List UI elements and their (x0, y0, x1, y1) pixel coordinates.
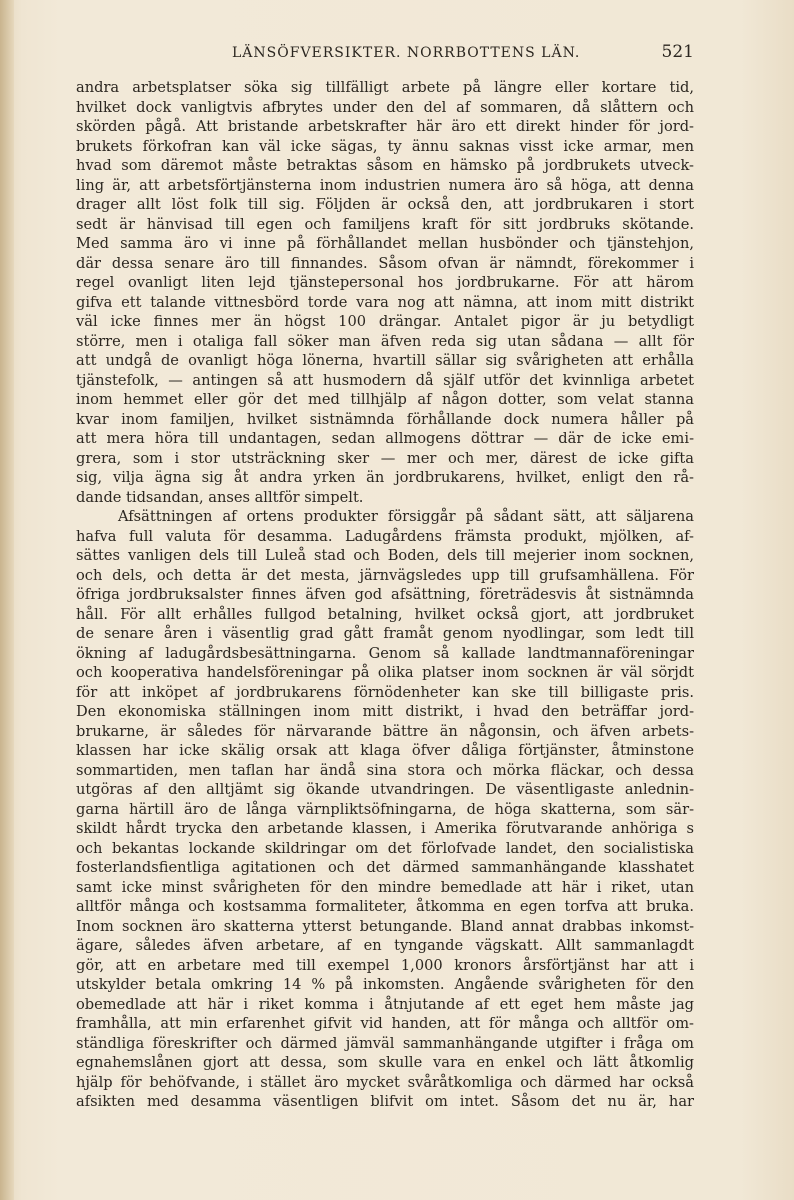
text-line: att mera höra till undantagen, sedan allmogens döttrar — där de icke emi- (76, 430, 694, 447)
page-header (76, 42, 694, 68)
text-line: hjälp för behöfvande, i stället äro mycket svåråtkomliga och därmed har också (76, 1073, 694, 1091)
text-line: tjänstefolk, — antingen så att husmodern då själf utför det kvinnliga arbetet (76, 371, 694, 389)
text-line: inom hemmet eller gör det med tillhjälp af någon dotter, som velat stanna (76, 391, 694, 408)
text-line: utskylder betala omkring 14 % på inkomsten. Angående svårigheten för den (76, 976, 694, 993)
text-line: där dessa senare äro till finnandes. Såsom ofvan är nämndt, förekommer i (76, 254, 694, 272)
text-line: ägare, således äfven arbetare, af en tyngande vägskatt. Allt sammanlagdt (76, 937, 694, 954)
text-line: Den ekonomiska ställningen inom mitt distrikt, i hvad den beträffar jord- (76, 703, 694, 720)
text-line: brukarne, är således för närvarande bättre än någonsin, och äfven arbets- (76, 722, 694, 740)
text-line: de senare åren i väsentlig grad gått framåt genom nyodlingar, som ledt till (76, 625, 694, 642)
text-line: sättes vanligen dels till Luleå stad och Boden, dels till mejerier inom socknen, (76, 547, 694, 564)
text-line: väl icke finnes mer än högst 100 drängar. Antalet pigor är ju betydligt (76, 313, 694, 330)
text-line: större, men i otaliga fall söker man äfven reda sig utan sådana — allt för (76, 332, 694, 350)
text-line: dande tidsandan, anses alltför simpelt. (76, 488, 364, 506)
text-line: ständliga föreskrifter och därmed jämväl sammanhängande utgifter i fråga om (76, 1034, 694, 1052)
text-line: fosterlandsfientliga agitationen och det därmed sammanhängande klasshatet (76, 859, 694, 876)
text-line: drager allt löst folk till sig. Följden är också den, att jordbrukaren i stort (76, 196, 694, 213)
text-line: framhålla, att min erfarenhet gifvit vid handen, att för många och alltför om- (76, 1015, 694, 1032)
text-line: sommartiden, men taflan har ändå sina stora och mörka fläckar, och dessa (76, 761, 694, 779)
text-line: Inom socknen äro skatterna ytterst betungande. Bland annat drabbas inkomst- (76, 917, 694, 935)
text-line: gifva ett talande vittnesbörd torde vara nog att nämna, att inom mitt distrikt (76, 293, 694, 311)
text-line: grera, som i stor utsträckning sker — mer och mer, därest de icke gifta (76, 449, 694, 467)
text-line: hvilket dock vanligtvis afbrytes under den del af sommaren, då slåttern och (76, 98, 694, 116)
text-line: alltför många och kostsamma formaliteter, åtkomma en egen torfva att bruka. (76, 898, 694, 915)
text-line: afsikten med desamma väsentligen blifvit om intet. Såsom det nu är, har (76, 1093, 694, 1110)
text-line: samt icke minst svårigheten för den mindre bemedlade att här i riket, utan (76, 878, 694, 896)
text-line: för att inköpet af jordbrukarens förnödenheter kan ske till billigaste pris. (76, 683, 694, 701)
text-line: sig, vilja ägna sig åt andra yrken än jordbrukarens, hvilket, enligt den rå- (76, 469, 694, 486)
text-line: att undgå de ovanligt höga lönerna, hvartill sällar sig svårigheten att erhålla (76, 352, 694, 369)
text-line: gör, att en arbetare med till exempel 1,000 kronors årsförtjänst har att i (76, 956, 694, 974)
text-line: utgöras af den alltjämt sig ökande utvandringen. De väsentligaste anlednin- (76, 781, 694, 798)
text-line: regel ovanligt liten lejd tjänstepersonal hos jordbrukarne. För att härom (76, 274, 694, 291)
text-line: garna härtill äro de långa värnpliktsöfningarna, de höga skatterna, som sär- (76, 800, 694, 818)
text-line: andra arbetsplatser söka sig tillfälligt arbete på längre eller kortare tid, (76, 79, 694, 96)
text-line: kvar inom familjen, hvilket sistnämnda förhållande dock numera håller på (76, 410, 694, 428)
text-line: Med samma äro vi inne på förhållandet mellan husbönder och tjänstehjon, (76, 235, 694, 252)
text-line: Afsättningen af ortens produkter försiggår på sådant sätt, att säljarena (118, 508, 694, 525)
text-line: klassen har icke skälig orsak att klaga öfver dåliga förtjänster, åtminstone (76, 742, 694, 759)
text-line: egnahemslånen gjort att dessa, som skulle vara en enkel och lätt åtkomlig (76, 1054, 694, 1071)
text-line: skörden pågå. Att bristande arbetskrafter här äro ett direkt hinder för jord- (76, 118, 694, 135)
page-binding-edge (0, 0, 14, 1200)
text-line: håll. För allt erhålles fullgod betalning, hvilket också gjort, att jordbruket (76, 605, 694, 623)
page-number: 521 (661, 42, 694, 62)
text-line: hvad som däremot måste betraktas såsom en hämsko på jordbrukets utveck- (76, 157, 694, 174)
text-line: och dels, och detta är det mesta, järnvägsledes upp till grufsamhällena. För (76, 566, 694, 584)
text-line: skildt hårdt trycka den arbetande klassen, i Amerika förutvarande anhöriga s (76, 820, 694, 837)
text-line: sedt är hänvisad till egen och familjens kraft för sitt jordbruks skötande. (76, 215, 694, 233)
text-line: brukets förkofran kan väl icke sägas, ty ännu saknas visst icke armar, men (76, 137, 694, 155)
text-line: och kooperativa handelsföreningar på olika platser inom socknen är väl sörjdt (76, 664, 694, 681)
body-text (76, 78, 694, 1112)
text-line: och bekantas lockande skildringar om det förlofvade landet, den socialistiska (76, 839, 694, 857)
text-line: ling är, att arbetsförtjänsterna inom industrien numera äro så höga, att denna (76, 176, 694, 194)
text-line: ökning af ladugårdsbesättningarna. Genom så kallade landtmannaföreningar (76, 644, 694, 662)
text-line: öfriga jordbruksalster finnes äfven god afsättning, företrädesvis åt sistnämnda (76, 586, 694, 603)
running-title: LÄNSÖFVERSIKTER. NORRBOTTENS LÄN. (232, 45, 581, 61)
text-line: hafva full valuta för desamma. Ladugårdens främsta produkt, mjölken, af- (76, 527, 694, 545)
text-line: obemedlade att här i riket komma i åtnjutande af ett eget hem måste jag (76, 995, 694, 1013)
